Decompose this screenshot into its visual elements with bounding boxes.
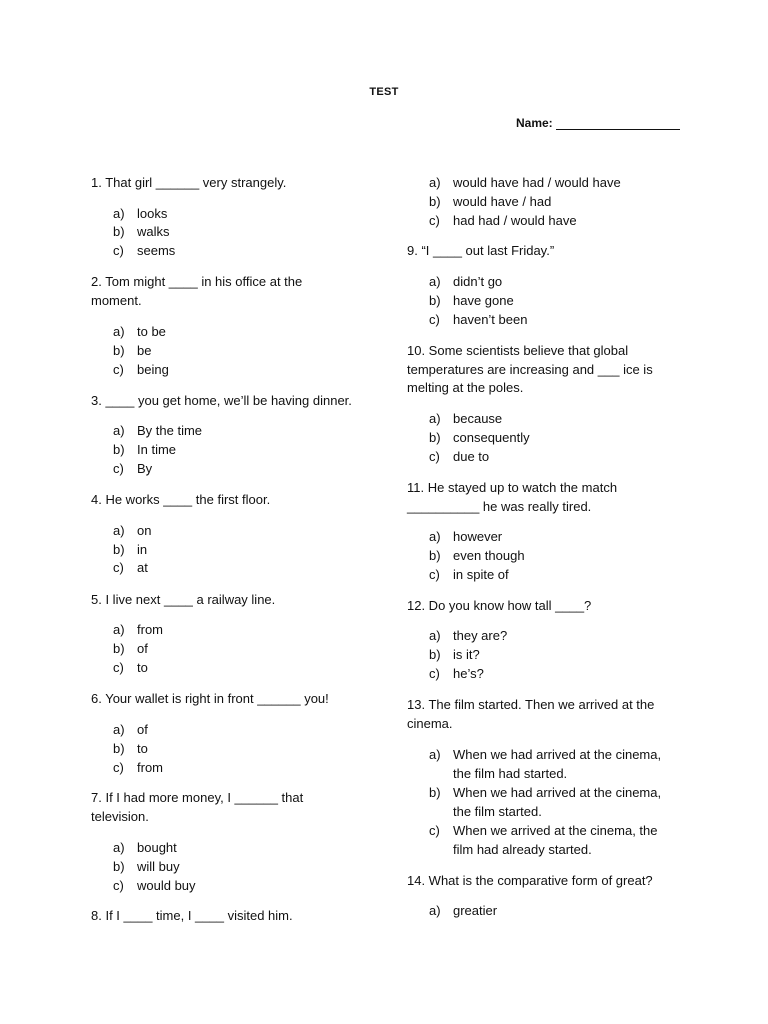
option-letter: a) [113,423,125,438]
option-text: had had / would have [453,213,577,228]
option-text: bought [137,840,177,855]
test-title: TEST [369,86,399,98]
option-text: In time [137,442,177,457]
option-text: to be [137,324,166,339]
name-label: Name: [516,116,553,130]
option-text: of [137,722,148,737]
option-letter: c) [429,312,440,327]
option-letter: a) [429,747,441,762]
option-text: By [137,461,153,476]
question-1: 1. That girl ______ very strangely. [91,175,287,190]
option-letter: a) [113,840,125,855]
option-letter: c) [429,213,440,228]
option-text: would have had / would have [453,175,621,190]
option-text: they are? [453,628,508,643]
option-letter: a) [113,523,125,538]
option-letter: a) [429,903,441,918]
option-letter: c) [429,449,440,464]
option-letter: c) [429,567,440,582]
option-letter: b) [429,785,441,800]
question-10: 10. Some scientists believe that global temperatures are increasing and ___ ice is melting at the poles. [407,343,653,395]
option-letter: a) [429,529,441,544]
option-text: consequently [453,430,530,445]
option-text: even though [453,548,525,563]
option-text: due to [453,449,490,464]
option-text: however [453,529,503,544]
option-text: to [137,741,148,756]
option-letter: a) [113,206,125,221]
option-letter: c) [113,760,124,775]
option-letter: c) [429,823,440,838]
option-text: he’s? [453,666,484,681]
option-text: be [137,343,152,358]
option-letter: b) [113,343,125,358]
option-letter: c) [113,660,124,675]
option-text: walks [137,224,170,239]
question-4: 4. He works ____ the first floor. [91,492,271,507]
option-letter: b) [429,647,441,662]
option-letter: c) [113,560,124,575]
option-letter: a) [113,722,125,737]
question-6: 6. Your wallet is right in front ______ you! [91,691,329,706]
question-11: 11. He stayed up to watch the match __________ he was really tired. [407,480,618,514]
option-text: on [137,523,152,538]
option-letter: c) [113,461,124,476]
option-text: have gone [453,293,514,308]
option-letter: b) [113,641,125,656]
question-13: 13. The film started. Then we arrived at the cinema. [407,697,655,731]
option-letter: c) [113,878,124,893]
option-text: By the time [137,423,203,438]
option-text: in [137,542,148,557]
question-12: 12. Do you know how tall ____? [407,598,592,613]
option-letter: a) [429,175,441,190]
option-letter: a) [113,622,125,637]
option-letter: a) [113,324,125,339]
option-text: from [137,760,163,775]
option-letter: b) [429,430,441,445]
name-blank-line[interactable] [556,116,680,130]
option-text: will buy [137,859,180,874]
option-text: When we had arrived at the cinema, the film started. [453,785,662,819]
option-letter: a) [429,411,441,426]
question-9: 9. “I ____ out last Friday.” [407,243,555,258]
option-letter: b) [113,741,125,756]
option-letter: a) [429,628,441,643]
option-text: When we had arrived at the cinema, the film had started. [453,747,662,781]
option-letter: a) [429,274,441,289]
option-letter: b) [113,542,125,557]
option-letter: b) [429,548,441,563]
question-5: 5. I live next ____ a railway line. [91,592,276,607]
question-2: 2. Tom might ____ in his office at the moment. [91,274,303,308]
option-text: to [137,660,148,675]
option-text: haven’t been [453,312,528,327]
question-14: 14. What is the comparative form of great? [407,873,653,888]
option-letter: b) [113,442,125,457]
option-text: would have / had [453,194,552,209]
question-3: 3. ____ you get home, we’ll be having dinner. [91,393,352,408]
option-text: didn’t go [453,274,503,289]
option-letter: c) [113,243,124,258]
option-text: When we arrived at the cinema, the film had already started. [453,823,658,857]
option-text: being [137,362,169,377]
option-text: greatier [453,903,498,918]
question-8: 8. If I ____ time, I ____ visited him. [91,908,293,923]
option-text: because [453,411,503,426]
option-letter: b) [113,859,125,874]
option-text: is it? [453,647,480,662]
option-text: of [137,641,148,656]
name-field[interactable] [516,116,680,130]
option-letter: c) [113,362,124,377]
option-text: would buy [137,878,196,893]
option-text: seems [137,243,176,258]
option-letter: b) [429,194,441,209]
option-text: at [137,560,148,575]
option-letter: b) [113,224,125,239]
option-text: in spite of [453,567,509,582]
option-text: looks [137,206,168,221]
option-letter: b) [429,293,441,308]
option-letter: c) [429,666,440,681]
option-text: from [137,622,163,637]
question-7: 7. If I had more money, I ______ that television. [91,790,304,824]
